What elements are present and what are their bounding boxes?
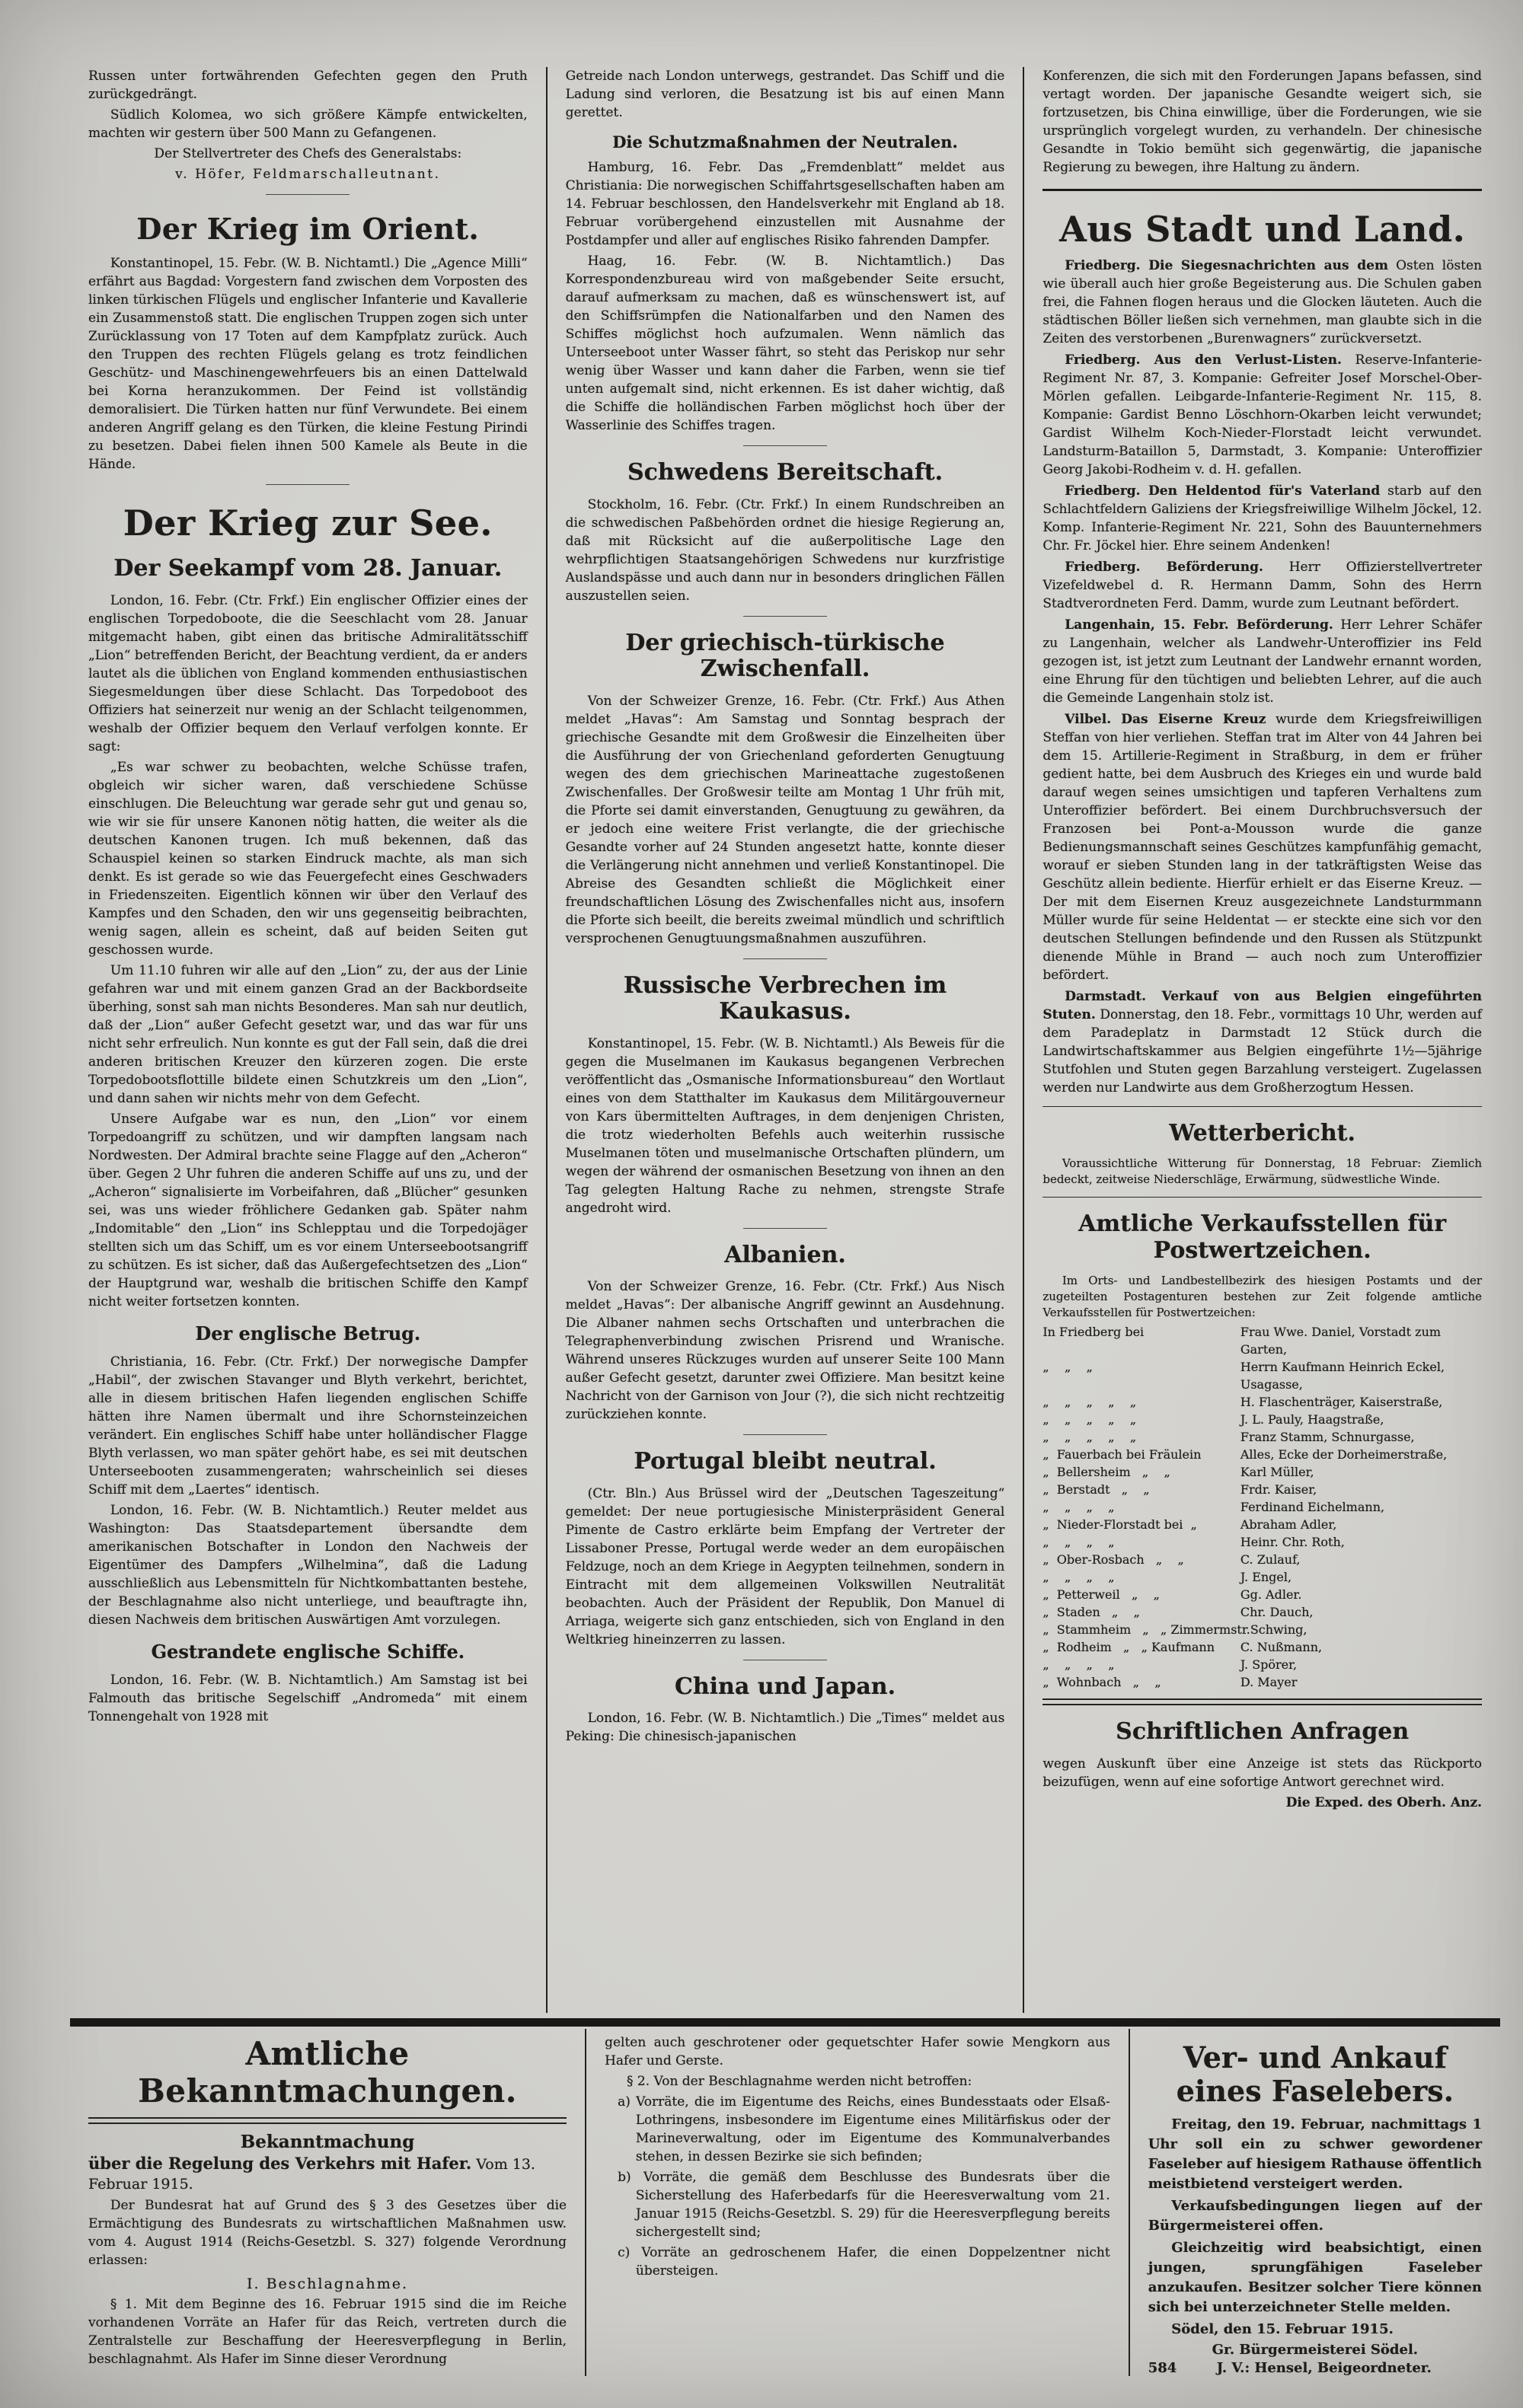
ad-paragraph: Freitag, den 19. Februar, nachmittags 1 Uhr soll ein zu schwer gewordener Faseleber auf hiesigem Rathause öffentlich meistbietend versteigert werden.: [1148, 2116, 1482, 2193]
row-name: Herrn Kaufmann Heinrich Eckel, Usagasse,: [1240, 1360, 1445, 1392]
local-news-item: [1042, 351, 1482, 479]
item-text: Reserve-Infanterie-Regiment Nr. 87, 3. Kompanie: Gefreiter Josef Morschel-Ober-Mörlen gefallen. Leibgarde-Infanterie-Regiment Nr. 115, 8. Kompanie: Gardist Benno Löschhorn-Okarben leicht verwundet; Gardist Wilhelm Koch-Nieder-Florstadt leicht verwundet. Landsturm-Bataillon 5, Darmstadt, 3. Kompanie: Unteroffizier Georg Jakobi-Rodheim v. d. H. gefallen.: [1042, 352, 1483, 477]
verkaufsstellen-row: [1042, 1586, 1482, 1603]
continuation-paragraph: Getreide nach London unterwegs, gestrandet. Das Schiff und die Ladung sind verloren, die Besatzung ist bis auf einen Mann gerettet.: [565, 69, 1005, 120]
subheadline-seekampf: Der Seekampf vom 28. Januar.: [113, 555, 503, 582]
row-place: „ „ „ „ „: [1042, 1395, 1137, 1410]
row-name: Frdr. Kaiser,: [1240, 1482, 1317, 1497]
verkaufsstellen-row: [1042, 1463, 1482, 1481]
row-place: „ Wohnbach „ „: [1042, 1675, 1161, 1690]
article-paragraph: London, 16. Febr. (Ctr. Frkf.) Ein englischer Offizier eines der englischen Torpedoboote, die die Seeschlacht vom 28. Januar mitgemacht haben, gibt einen das britische Admiralitätsschiff „Lion“ betreffenden Bericht, der Beachtung verdient, da er anders lautet als die üblichen von England kommenden enthusiastischen Siegesmeldungen über diese Schlacht. Das Torpedoboot des Offiziers hat seinerzeit nur wenig an der Schlacht teilgenommen, weshalb der Offizier bequem den Verlauf verfolgen konnte. Er sagt:: [88, 592, 528, 754]
local-news-item: [1042, 616, 1482, 707]
verordnung-paragraph: § 1. Mit dem Beginne des 16. Februar 1915 sind die im Reiche vorhandenen Vorräte an Hafer für das Reich, vertreten durch die Zentralstelle zur Beschaffung der Heeresverpflegung in Berlin, beschlagnahmt. Als Hafer im Sinne dieser Verordnung: [88, 2297, 567, 2367]
row-place: „ Ober-Rosbach „ „: [1042, 1552, 1184, 1568]
section-divider: [743, 958, 827, 959]
headline-schriftliche-anfragen: Schriftlichen Anfragen: [1116, 1718, 1410, 1746]
row-place: „ Staden „ „: [1042, 1605, 1140, 1620]
heavy-rule: [1042, 189, 1482, 191]
row-name: Ferdinand Eichelmann,: [1240, 1500, 1385, 1515]
item-text: Donnerstag, den 18. Febr., vormittags 10 Uhr, werden auf dem Paradeplatz in Darmstadt 12 Stück durch die Landwirtschaftskammer aus Belgien eingeführte 1½—5jährige Stutfohlen und Stuten gegen Barzahlung versteigert. Zugelassen werden nur Landwirte aus dem Großherzogtum Hessen.: [1042, 1006, 1483, 1096]
row-name: D. Mayer: [1240, 1675, 1298, 1690]
headline-englischer-betrug: Der englische Betrug.: [195, 1322, 421, 1344]
headline-china-japan: China und Japan.: [674, 1673, 896, 1700]
column-2: [546, 67, 1023, 2013]
verkaufsstellen-row: [1042, 1446, 1482, 1463]
row-place: „ „ „ „: [1042, 1500, 1115, 1515]
double-rule: [88, 2117, 567, 2124]
subtitle-bold: über die Regelung des Verkehrs mit Hafer.: [88, 2154, 472, 2173]
article-paragraph: London, 16. Febr. (W. B. Nichtamtlich.) Die „Times“ meldet aus Peking: Die chinesisch-japanischen: [565, 1711, 1005, 1745]
article-paragraph: Von der Schweizer Grenze, 16. Febr. (Ctr. Frkf.) Aus Nisch meldet „Havas“: Der albanische Angriff gewinnt an Ausdehnung. Die Albaner nahmen sechs Ortschaften und unterbrachen die Telegraphenverbindung zwischen Prisrend und Wranische. Während unseres Rückzuges wurden auf unserer Seite 100 Mann außer Gefecht gesetzt, darunter zwei Offiziere. Man besitzt keine Nachricht von der Garnison von Jour (?), die sich nicht rechtzeitig zurückziehen konnte.: [565, 1279, 1005, 1423]
headline-albanien: Albanien.: [724, 1241, 846, 1268]
ad-headline-1: Ver- und Ankauf: [1183, 2040, 1447, 2075]
row-place: „ „ „ „: [1042, 1657, 1115, 1673]
item-text: wurde dem Kriegsfreiwilligen Steffan von hier verliehen. Steffan trat im Alter von 44 Jahren bei dem 15. Artillerie-Regiment in Straßburg, in dem er früher gedient hatte, bei dem Ausbruch des Krieges ein und wurde bald darauf wegen seines umsichtigen und tapferen Verhaltens zum Unteroffizier befördert. Bei einem Durchbruchsversuch der Franzosen bei Pont-a-Mousson wurde die ganze Bedienungsmannschaft seines Geschützes kampfunfähig gemacht, worauf er sieben Stunden lang in der tatkräftigsten Weise das Geschütz allein bediente. Hierfür erhielt er das Eiserne Kreuz. — Der mit dem Eisernen Kreuz ausgezeichnete Landsturmmann Müller wurde für seine Heldentat — er steckte eine sich vor den deutschen Stellungen befindende und den Russen als Stützpunkt dienende Mühle in Brand — auch noch zum Unteroffizier befördert.: [1042, 711, 1483, 983]
article-paragraph: Um 11.10 fuhren wir alle auf den „Lion“ zu, der aus der Linie gefahren war und mit einem ganzen Grad an der Backbordseite überhing, sonst sah man nichts Besonderes. Man sah nur deutlich, daß der „Lion“ außer Gefecht gesetzt war, und das war für uns nicht sehr erfreulich. Nun konnte es gut der Fall sein, daß die drei anderen britischen Kreuzer den kürzeren zogen. Die erste Torpedobootsflottille bildete einen Schutzkreis um den „Lion“, und dann sahen wir nichts mehr von dem Gefecht.: [88, 962, 528, 1106]
headline-amtliche-bekanntmachungen: Amtliche Bekanntmachungen.: [138, 2035, 517, 2110]
verordnung-list-item: a) Vorräte, die im Eigentume des Reichs, eines Bundesstaats oder Elsaß-Lothringens, insbesondere im Eigentume eines Militärfiskus oder der Marineverwaltung, oder im Eigentume des Kommunalverbandes stehen, in dessen Bezirke sie sich befinden;: [618, 2094, 1110, 2164]
section-separator-rule: [70, 2019, 1500, 2026]
verkaufsstellen-row: [1042, 1393, 1482, 1411]
row-place: „ Petterweil „ „: [1042, 1587, 1160, 1603]
verkaufsstellen-row: [1042, 1428, 1482, 1446]
verkaufsstellen-row: [1042, 1673, 1482, 1691]
row-name: Chr. Dauch,: [1240, 1605, 1314, 1620]
row-name: C. Zulauf,: [1240, 1552, 1301, 1568]
row-name: Alles, Ecke der Dorheimerstraße,: [1240, 1447, 1448, 1462]
article-paragraph: (Ctr. Bln.) Aus Brüssel wird der „Deutschen Tageszeitung“ gemeldet: Der neue portugiesische Ministerpräsident General Pimente de Castro erklärte beim Empfang der Vertreter der Lissaboner Presse, Portugal werde weder an dem europäischen Feldzuge, noch an dem Kriege in Aegypten teilnehmen, sondern in Eintracht mit dem allgemeinen Volkswillen Neutralität beobachten. Auch der Präsident der Republik, Don Manuel di Arriaga, weigerte sich ganz entschieden, sich von England in den Weltkrieg hineinzerren zu lassen.: [565, 1485, 1005, 1647]
intro-paragraph: Südlich Kolomea, wo sich größere Kämpfe entwickelten, machten wir gestern über 500 Mann zu Gefangenen.: [88, 107, 528, 141]
row-name: Gg. Adler.: [1240, 1587, 1302, 1603]
row-place: „ „ „ „ „: [1042, 1430, 1137, 1445]
local-news-item: [1042, 987, 1482, 1097]
row-place: „ Stammheim „ „ Zimmermstr.: [1042, 1622, 1250, 1638]
verkaufsstellen-row: [1042, 1551, 1482, 1568]
section-divider: [743, 1434, 827, 1435]
verordnung-list-item: c) Vorräte an gedroschenem Hafer, die einen Doppelzentner nicht übersteigen.: [618, 2245, 1110, 2279]
item-text: Herr Lehrer Schäfer zu Langenhain, welcher als Landwehr-Unteroffizier ins Feld gezogen ist, ist jetzt zum Leutnant der Landwehr ernannt worden, eine Ehrung für den tüchtigen und beliebten Lehrer, auf die auch die Gemeinde Langenhain stolz ist.: [1042, 617, 1483, 706]
article-paragraph: Von der Schweizer Grenze, 16. Febr. (Ctr. Frkf.) Aus Athen meldet „Havas“: Am Samstag und Sonntag besprach der griechische Gesandte mit dem Großwesir die Einzelheiten über die Ausführung der von Griechenland geforderten Genugtuung wegen des dem griechischen Marineattache zugestoßenen Zwischenfalles. Der Großwesir teilte am Montag 1 Uhr früh mit, die Pforte sei damit einverstanden, Genugtuung zu gewähren, da er jedoch eine weitere Frist verlangte, die der griechische Gesandte vorher auf 24 Stunden angesetzt hatte, konnte dieser die Verlängerung nicht annehmen und verließ Konstantinopel. Die Abreise des Gesandten schließt die Möglichkeit einer freundschaftlichen Lösung des Zwischenfalles nicht aus, insofern die Pforte sich beeilt, die bereits zweimal mündlich und schriftlich versprochenen Genugtuungsmaßnahmen auszuführen.: [565, 693, 1005, 946]
verordnung-paragraph: Der Bundesrat hat auf Grund des § 3 des Gesetzes über die Ermächtigung des Bundesrats zu wirtschaftlichen Maßnahmen usw. vom 4. August 1914 (Reichs-Gesetzbl. S. 327) folgende Verordnung erlassen:: [88, 2198, 567, 2268]
headline-russische-verbrechen: Russische Verbrechen im Kaukasus.: [623, 971, 947, 1025]
headline-schwedens-bereitschaft: Schwedens Bereitschaft.: [627, 459, 943, 486]
row-place: „ Nieder-Florstadt bei „: [1042, 1517, 1197, 1533]
row-name: J. Spörer,: [1240, 1657, 1298, 1673]
article-paragraph: Haag, 16. Febr. (W. B. Nichtamtlich.) Das Korrespondenzbureau wird von maßgebender Seite ersucht, darauf aufmerksam zu machen, daß es wünschenswert ist, auf den Schiffsrümpfen die Nationalfarben und den Namen des Schiffes möglichst hoch aufzumalen. Wenn nämlich das Unterseeboot unter Wasser fährt, so steht das Periskop nur sehr wenig über Wasser und kann daher die Farben, wenn sie tief unten aufgemalt sind, nicht erkennen. Es ist daher wichtig, daß die Schiffe die holländischen Farben möglichst hoch über der Wasserlinie des Schiffes tragen.: [565, 254, 1005, 434]
article-paragraph: Hamburg, 16. Febr. Das „Fremdenblatt“ meldet aus Christiania: Die norwegischen Schiffahrtsgesellschaften haben am 14. Februar beschlossen, den Handelsverkehr mit England ab 18. Februar vorübergehend einzustellen mit Ausnahme der Postdampfer und aller auf englisches Risiko fahrenden Dampfer.: [565, 160, 1005, 249]
article-paragraph: Stockholm, 16. Febr. (Ctr. Frkf.) In einem Rundschreiben an die schwedischen Paßbehörden ordnet die hiesige Regierung an, daß mit Rücksicht auf die außerpolitische Lage den wehrpflichtigen Staatsangehörigen Schwedens nur kurzfristige Auslandspässe und auch dann nur in besonders dringlichen Fällen auszustellen seien.: [565, 496, 1005, 604]
bottom-column-middle: [585, 2029, 1129, 2376]
headline-krieg-zur-see: Der Krieg zur See.: [123, 502, 493, 544]
section-divider: [266, 484, 350, 485]
ad-dateline: Södel, den 15. Februar 1915.: [1171, 2321, 1394, 2338]
row-place: „ Rodheim „ „ Kaufmann: [1042, 1640, 1215, 1655]
thin-rule: [1042, 1197, 1482, 1198]
local-news-item: [1042, 482, 1482, 555]
row-name: Heinr. Chr. Roth,: [1240, 1535, 1345, 1550]
item-lead: Friedberg. Aus den Verlust-Listen.: [1065, 352, 1342, 368]
item-lead: Langenhain, 15. Febr. Beförderung.: [1065, 617, 1333, 633]
article-paragraph: Konstantinopel, 15. Febr. (W. B. Nichtamtl.) Als Beweis für die gegen die Muselmanen im Kaukasus begangenen Verbrechen veröffentlicht das „Osmanische Informationsbureau“ den Wortlaut eines von dem Statthalter im Kaukasus dem Militärgouverneur von Kars übermittelten Auftrages, in dem denjenigen Christen, die trotz wiederholten Befehls auch weiterhin russische Muselmanen töten und muselmanische Ortschaften plündern, um wegen der während der osmanischen Besetzung von ihnen an den Tag gelegten Haltung Rache zu nehmen, strengste Strafe angedroht wird.: [565, 1035, 1005, 1216]
item-lead: Friedberg. Den Heldentod für's Vaterland: [1065, 483, 1381, 499]
item-lead: Vilbel. Das Eiserne Kreuz: [1065, 711, 1266, 727]
ad-office: Gr. Bürgermeisterei Södel.: [1212, 2342, 1419, 2359]
section-label-beschlagnahme: I. Beschlagnahme.: [246, 2276, 409, 2292]
section-divider: [266, 194, 350, 195]
column-3: [1023, 67, 1500, 2013]
item-text: starb auf den Schlachtfeldern Galiziens der Kriegsfreiwillige Wilhelm Jöckel, 12. Komp. Infanterie-Regiment Nr. 221, Sohn des Bauunternehmers Chr. Fr. Jöckel hier. Ehre seinem Andenken!: [1042, 483, 1483, 553]
item-text: Herr Offizierstellvertreter Vizefeldwebel d. R. Hermann Damm, Sohn des Herrn Stadtverordneten Ferd. Damm, wurde zum Leutnant befördert.: [1042, 559, 1483, 611]
headline-aus-stadt-und-land: Aus Stadt und Land.: [1059, 209, 1466, 250]
row-name: Schwing,: [1250, 1622, 1307, 1638]
double-rule: [1042, 1698, 1482, 1705]
signature-line: Der Stellvertreter des Chefs des Generalstabs:: [154, 146, 462, 161]
thin-rule: [1042, 1106, 1482, 1107]
bekanntmachung-subtitle: [88, 2154, 567, 2194]
subtitle-date: Vom 13. Februar 1915.: [88, 2156, 535, 2193]
article-paragraph: Unsere Aufgabe war es nun, den „Lion“ vor einem Torpedoangriff zu schützen, und wir dampften langsam nach Nordwesten. Der Admiral brachte seine Flagge auf den „Acheron“ über. Gegen 2 Uhr fuhren die anderen Schiffe auf uns zu, und der „Acheron“ signalisierte im Vorbeifahren, daß „Blücher“ gesunken sei, was uns wieder fröhlichere Gedanken gab. Später nahm „Indomitable“ den „Lion“ ins Schlepptau und die Torpedojäger stellten sich um das Schiff, um es vor einem Unterseebootsangriff zu schützen. Es ist sicher, daß das Außergefechtsetzen des „Lion“ der Hauptgrund war, weshalb die britischen Schiffe den Kampf nicht weiter fortsetzen konnten.: [88, 1111, 528, 1309]
weather-forecast: Voraussichtliche Witterung für Donnerstag, 18 Februar: Ziemlich bedeckt, zeitweise Niederschläge, Erwärmung, südwestliche Winde.: [1042, 1156, 1483, 1187]
section-divider: [743, 445, 827, 446]
row-place: „ „ „ „: [1042, 1535, 1115, 1550]
verkaufsstellen-row: [1042, 1323, 1482, 1358]
article-paragraph: London, 16. Febr. (W. B. Nichtamtlich.) Am Samstag ist bei Falmouth das britische Segelschiff „Andromeda“ mit einem Tonnengehalt von 1928 mit: [88, 1672, 528, 1724]
row-name: J. Engel,: [1240, 1570, 1292, 1585]
local-news-item: [1042, 257, 1482, 348]
row-place: „ „ „ „ „: [1042, 1412, 1137, 1427]
column-1: [70, 67, 546, 2013]
headline-wetterbericht: Wetterbericht.: [1169, 1119, 1355, 1147]
headline-verkaufsstellen-2: Postwertzeichen.: [1153, 1236, 1371, 1264]
continuation-paragraph: Konferenzen, die sich mit den Forderungen Japans befassen, sind vertagt worden. Der japanische Gesandte weigert sich, sie fortzusetzen, bis China einwillige, über die Forderungen, wie sie ursprünglich vorgelegt wurden, zu verhandeln. Der chinesische Gesandte in Tokio bemüht sich gegenwärtig, die japanische Regierung zu bewegen, ihre Haltung zu ändern.: [1042, 69, 1483, 175]
verordnung-paragraph: § 2. Von der Beschlagnahme werden nicht betroffen:: [626, 2074, 972, 2089]
anfragen-signature: Die Exped. des Oberh. Anz.: [1285, 1794, 1483, 1810]
ad-paragraph: Verkaufsbedingungen liegen auf der Bürgermeisterei offen.: [1148, 2198, 1482, 2234]
bekanntmachung-title: Bekanntmachung: [240, 2132, 415, 2152]
bottom-column-left: [70, 2029, 585, 2376]
ad-footer: [1148, 2360, 1482, 2376]
headline-krieg-im-orient: Der Krieg im Orient.: [136, 212, 480, 246]
local-news-item: [1042, 558, 1482, 613]
row-name: Frau Wwe. Daniel, Vorstadt zum Garten,: [1240, 1325, 1442, 1357]
verkaufsstellen-row: [1042, 1621, 1482, 1638]
item-lead: Friedberg. Beförderung.: [1065, 559, 1263, 575]
headline-gestrandete-schiffe: Gestrandete englische Schiffe.: [151, 1640, 465, 1663]
anfragen-text: wegen Auskunft über eine Anzeige ist stets das Rückporto beizufügen, wenn auf eine sofortige Antwort gerechnet wird.: [1042, 1756, 1483, 1790]
headline-portugal-neutral: Portugal bleibt neutral.: [634, 1448, 937, 1475]
ad-signature: J. V.: Hensel, Beigeordneter.: [1216, 2360, 1432, 2377]
verkaufsstellen-row: [1042, 1638, 1482, 1656]
row-place: „ Bellersheim „ „: [1042, 1465, 1170, 1480]
bottom-section: [70, 2029, 1500, 2376]
ad-headline-2: eines Faselebers.: [1176, 2073, 1454, 2108]
row-name: Abraham Adler,: [1240, 1517, 1337, 1533]
item-text: Osten lösten wie überall auch hier große Begeisterung aus. Die Schulen gaben frei, die Fahnen flogen heraus und die Glocken läuteten. Auch die städtischen Böller ließen sich vernehmen, man glaubte sich in die Zeiten des verstorbenen „Burenwagners“ zurückversetzt.: [1042, 257, 1483, 346]
bottom-column-right-ad: [1129, 2029, 1500, 2376]
verkaufsstellen-row: [1042, 1358, 1482, 1393]
signature-line: v. Höfer, Feldmarschalleutnant.: [175, 167, 441, 182]
verkaufsstellen-row: [1042, 1603, 1482, 1621]
verordnung-continuation: gelten auch geschrotener oder gequetschter Hafer sowie Mengkorn aus Hafer und Gerste.: [605, 2035, 1110, 2068]
verkaufsstellen-row: [1042, 1481, 1482, 1498]
row-name: J. L. Pauly, Haagstraße,: [1240, 1412, 1384, 1427]
ad-number: 584: [1148, 2360, 1177, 2377]
article-paragraph: London, 16. Febr. (W. B. Nichtamtlich.) Reuter meldet aus Washington: Das Staatsdepartement übersandte dem amerikanischen Botschafter in London den Nachweis der Eigentümer des Dampfers „Wilhelmina“, daß die Ladung ausschließlich aus Lebensmitteln für Nichtkombattanten bestehe, der Beschlagnahme also nicht unterliege, und beauftragte ihn, diesen Nachweis dem britischen Auswärtigen Amt vorzulegen.: [88, 1502, 528, 1628]
ad-paragraph: Gleichzeitig wird beabsichtigt, einen jungen, sprungfähigen Faseleber anzukaufen. Besitzer solcher Tiere können sich bei unterzeichneter Stelle melden.: [1148, 2240, 1482, 2316]
local-news-item: [1042, 710, 1482, 984]
row-name: Franz Stamm, Schnurgasse,: [1240, 1430, 1415, 1445]
headline-schutzmassnahmen: Die Schutzmaßnahmen der Neutralen.: [612, 132, 958, 151]
row-name: C. Nußmann,: [1240, 1640, 1323, 1655]
verkaufsstellen-row: [1042, 1411, 1482, 1428]
section-divider: [743, 616, 827, 617]
verkaufsstellen-row: [1042, 1516, 1482, 1533]
article-paragraph: Konstantinopel, 15. Febr. (W. B. Nichtamtl.) Die „Agence Milli“ erfährt aus Bagdad: Vorgestern fand zwischen dem Vorposten des linken türkischen Flügels und englischer Infanterie und Kavallerie ein Zusammenstoß statt. Die englischen Truppen zogen sich unter Zurücklassung von 17 Toten auf dem Kampfplatz zurück. Auch den Truppen des rechten Flügels gelang es trotz feindlichen Geschütz- und Maschinengewehrfeuers bis an einen Dattelwald bei Korna heranzukommen. Der Feind ist vollständig demoralisiert. Die Türken hatten nur fünf Verwundete. Bei einem anderen Angriff gelang es den Türken, die kleine Festung Pirindi zu besetzen. Dabei fielen ihnen 500 Kamele als Beute in die Hände.: [88, 255, 528, 472]
intro-paragraph: Russen unter fortwährenden Gefechten gegen den Pruth zurückgedrängt.: [88, 69, 528, 102]
article-paragraph: Christiania, 16. Febr. (Ctr. Frkf.) Der norwegische Dampfer „Habil“, der zwischen Stavanger und Blyth verkehrt, berichtet, alle in diesem britischen Hafen liegenden englischen Schiffe hätten ihre Namen übermalt und ihre Schornsteinzeichen verändert. Ein englisches Schiff habe unter holländischer Flagge Blyth verlassen, wo man später gehört habe, es sei mit deutschen Unterseebooten zusammengeraten; wahrscheinlich sei dieses Schiff mit dem „Laertes“ identisch.: [88, 1354, 528, 1497]
verkaufsstellen-row: [1042, 1533, 1482, 1551]
item-lead: Darmstadt. Verkauf von aus Belgien eingeführten Stuten.: [1042, 988, 1483, 1022]
row-place: „ „ „: [1042, 1360, 1093, 1375]
row-place: „ Berstadt „ „: [1042, 1482, 1150, 1497]
row-name: Karl Müller,: [1240, 1465, 1314, 1480]
headline-verkaufsstellen-1: Amtliche Verkaufsstellen für: [1078, 1210, 1447, 1238]
row-place: „ Fauerbach bei Fräulein: [1042, 1447, 1202, 1462]
row-place: „ „ „ „: [1042, 1570, 1115, 1585]
section-divider: [743, 1228, 827, 1229]
verkaufsstellen-row: [1042, 1656, 1482, 1673]
row-name: H. Flaschenträger, Kaiserstraße,: [1240, 1395, 1443, 1410]
top-section: [70, 67, 1500, 2013]
row-place: In Friedberg bei: [1042, 1325, 1145, 1340]
verkaufsstellen-intro: Im Orts- und Landbestellbezirk des hiesigen Postamts und der zugeteilten Postagenturen bestehen zur Zeit folgende amtliche Verkaufsstellen für Postwertzeichen:: [1042, 1274, 1483, 1320]
verkaufsstellen-row: [1042, 1568, 1482, 1586]
verkaufsstellen-row: [1042, 1498, 1482, 1516]
verordnung-list-item: b) Vorräte, die gemäß dem Beschlusse des Bundesrats über die Sicherstellung des Haferbedarfs für die Heeresverwaltung vom 21. Januar 1915 (Reichs-Gesetzbl. S. 29) für die Heeresverpflegung bereits sichergestellt sind;: [618, 2170, 1110, 2240]
item-lead: Friedberg. Die Siegesnachrichten aus dem: [1065, 257, 1388, 273]
headline-griechisch-tuerkisch: Der griechisch-türkische Zwischenfall.: [625, 629, 945, 683]
article-paragraph: „Es war schwer zu beobachten, welche Schüsse trafen, obgleich wir sicher waren, daß verschiedene Schüsse einschlugen. Die Beleuchtung war gerade sehr gut und genau so, wie wir sie für unsere Kanonen nötig hatten, die weiter als die deutschen Kanonen trugen. Ich muß bekennen, daß das Schauspiel keinen so starken Eindruck machte, als man sich denkt. Es ist gerade so wie das Feuergefecht eines Geschwaders in Friedenszeiten. Eigentlich können wir über den Verlauf des Kampfes und den Schaden, den wir uns gegenseitig beibrachten, wenig sagen, allein es scheint, daß auf beiden Seiten gut geschossen wurde.: [88, 759, 528, 958]
